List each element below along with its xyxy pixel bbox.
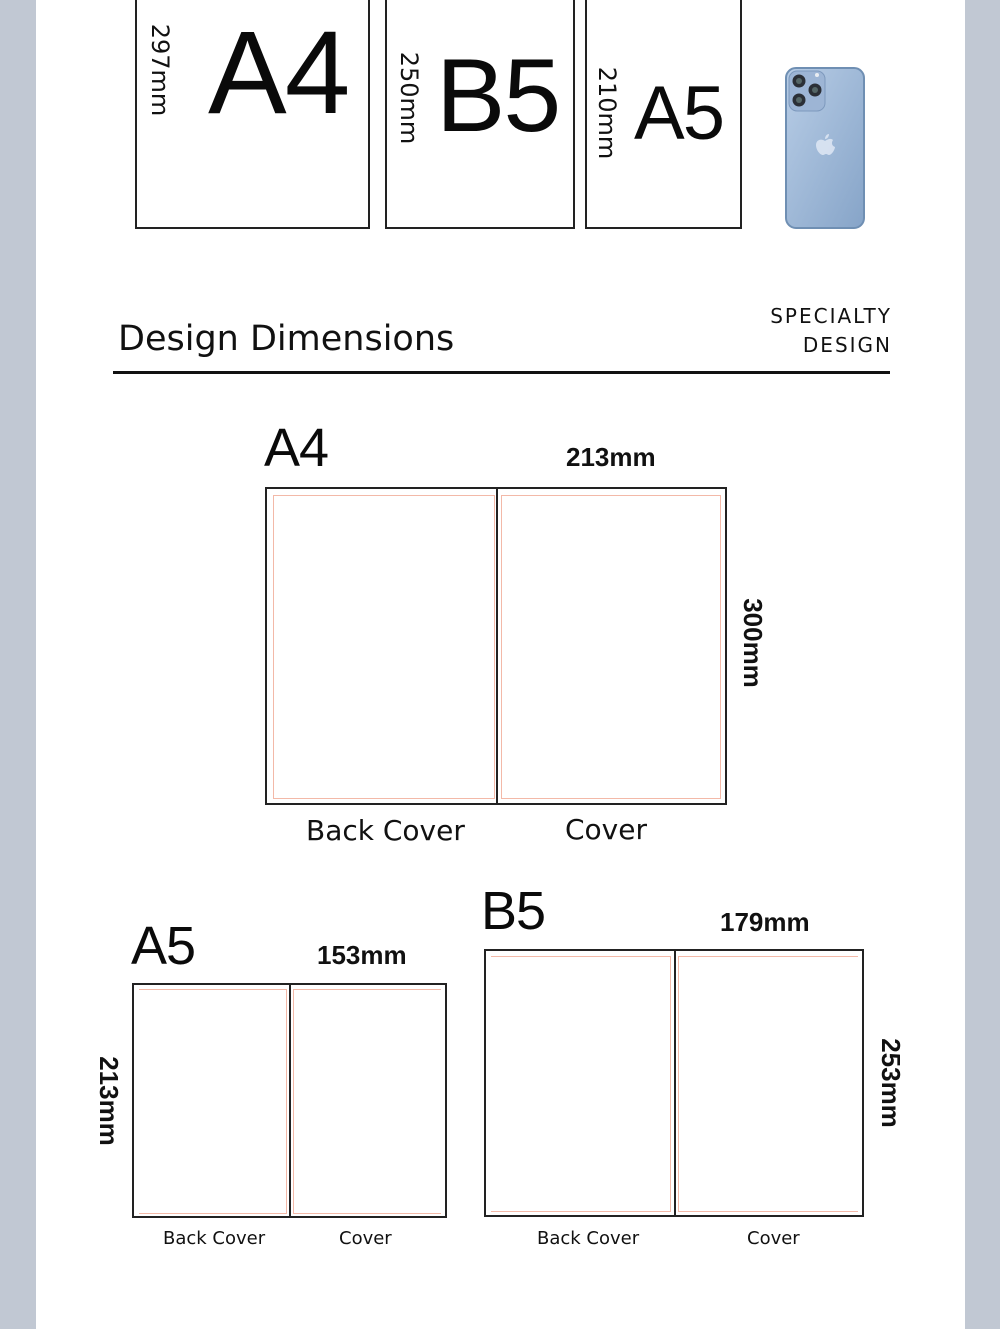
a5-spread-title: A5 [131,916,196,976]
specialty-tag-line1: SPECIALTY [770,304,892,328]
header-rule [113,371,890,374]
a4-width-label: 213mm [566,442,656,472]
a5-cover-label: Cover [339,1228,392,1249]
phone-icon [783,65,867,231]
b5-spread-diagram [484,949,864,1217]
a4-height-dimension: 300mm [738,598,768,688]
b5-sheet-title: B5 [436,38,560,154]
a5-width-label: 153mm [317,940,407,970]
a4-front-bleed-guide [501,495,721,799]
a4-height-label: 297mm [146,23,174,117]
b5-back-cover-label: Back Cover [537,1228,640,1249]
a5-spread-diagram [132,983,447,1218]
a4-back-cover-label: Back Cover [306,814,465,847]
b5-cover-label: Cover [747,1228,800,1249]
a4-cover-label: Cover [565,813,647,846]
specialty-tag-line2: DESIGN [802,333,892,357]
a5-height-dimension: 213mm [94,1056,124,1146]
b5-front-bleed-guide [678,956,858,1212]
a4-spread-diagram [265,487,727,805]
b5-spine-line [674,951,676,1215]
a4-sheet-title: A4 [208,7,349,139]
b5-height-dimension: 253mm [876,1038,906,1128]
a4-back-bleed-guide [273,495,495,799]
a4-spread-title: A4 [264,418,329,478]
b5-width-label: 179mm [720,907,810,937]
section-title: Design Dimensions [118,319,455,359]
a5-sheet-title: A5 [634,71,723,156]
a4-spine-line [496,489,498,803]
b5-back-bleed-guide [491,956,671,1212]
a5-back-bleed-guide [139,989,287,1214]
a5-height-label: 210mm [593,66,621,160]
b5-spread-title: B5 [481,881,546,941]
b5-height-label: 250mm [395,51,423,145]
a5-spine-line [289,985,291,1216]
a5-front-bleed-guide [293,989,441,1214]
a5-back-cover-label: Back Cover [163,1228,266,1249]
